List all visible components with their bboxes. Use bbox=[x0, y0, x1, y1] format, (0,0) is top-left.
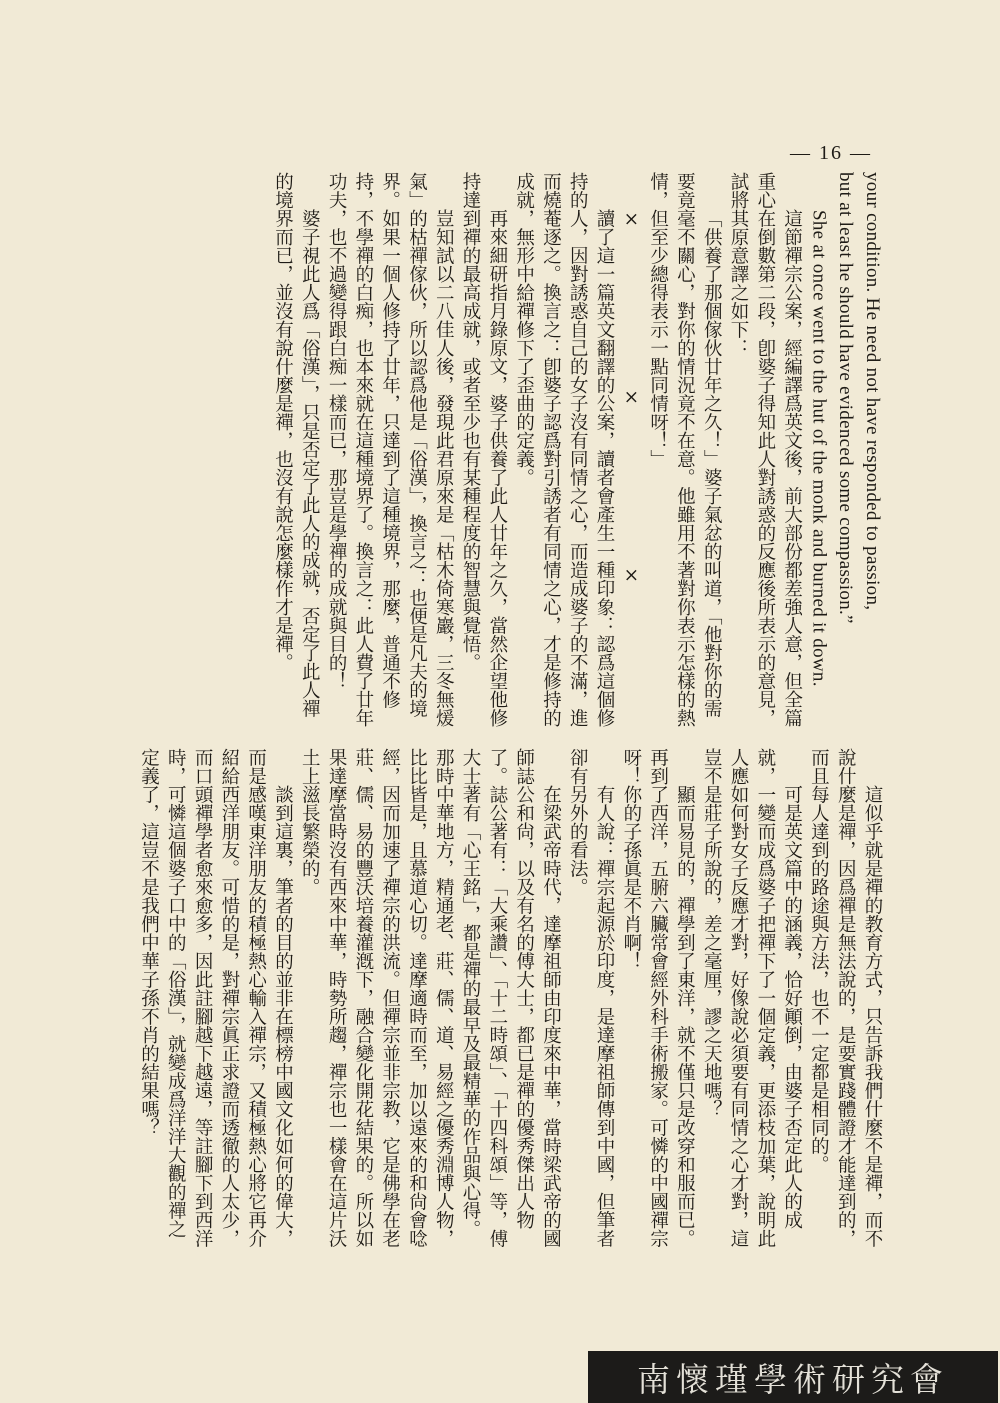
top-text-section bbox=[115, 172, 885, 727]
paragraph: 豈知試以二八佳人後，發現此君原來是「枯木倚寒巖，三冬無煖氣」的枯禪傢伙，所以認爲他是「俗漢」，換言之：也便是凡夫的境界。如果一個人修持了廿年，只達到了這種境界，那麼，普通不修持，不學禪的白痴，也本來就在這種境界了。換言之：此人費了廿年功夫，也不過變得跟白痴一樣而已，那豈是學禪的成就與目的！ bbox=[326, 172, 455, 727]
paragraph: 再來細研指月錄原文，婆子供養了此人廿年之久，當然企望他修持達到禪的最高成就，或者至少也有某種程度的智慧與覺悟。 bbox=[460, 172, 508, 727]
paragraph: 有人說：禪宗起源於印度，是達摩祖師傳到中國，但筆者卻有另外的看法。 bbox=[567, 748, 616, 1248]
bottom-text-section bbox=[115, 748, 885, 1248]
paragraph: × × × bbox=[620, 209, 642, 626]
paragraph: 在梁武帝時代，達摩祖師由印度來中華，當時梁武帝的國師誌公和尙，以及有名的傅大士，都已是禪的優秀傑出人物了。誌公著有：「大乘讚」、「十二時頌」、「十四科頌」等，傅大士著有「心王銘」，都是禪的最早及最精華的作品與心得。那時中華地方，精通老、莊、儒、道、易經之優秀淵博人物，比比皆是，且慕道心切。達摩適時而至，加以遠來的和尙會唸經，因而加速了禪宗的洪流。但禪宗並非宗教，它是佛學在老莊、儒、易的豐沃培養灌漑下，融合變化開花結果的。所以如果達摩當時沒有西來中華，時勢所趨，禪宗也一樣會在這片沃土上滋長繁榮的。 bbox=[299, 748, 562, 1248]
paragraph: 婆子視此人爲「俗漢」，只是否定了此人的成就，否定了此人禪的境界而已，並沒有說什麼是禪，也沒有說怎麼樣作才是禪。 bbox=[272, 172, 321, 718]
paragraph: your condition. He need not have responded to passion, bbox=[862, 172, 883, 611]
paragraph: 可是英文篇中的涵義，恰好顚倒，由婆子否定此人的成就，一變而成爲婆子把禪下了一個定義，更添枝加葉，說明此人應如何對女子反應才對，好像說必須要有同情之心才對，這豈不是莊子所說的，差之毫厘，謬之天地嗎？ bbox=[701, 748, 803, 1248]
paragraph: 讀了這一篇英文翻譯的公案，讀者會產生一種印象：認爲這個修持的人，因對誘惑自己的女子沒有同情之心，而造成婆子的不滿，進而燒菴逐之。換言之：卽婆子認爲對引誘者有同情之心，才是修持的成就，無形中給禪修下了歪曲的定義。 bbox=[513, 172, 616, 727]
watermark-stamp: 南懷瑾學術研究會 bbox=[588, 1351, 998, 1403]
paragraph: but at least he should have evidenced some compassion.” bbox=[835, 172, 857, 624]
paragraph: She at once went to the hut of the monk and burned it down. bbox=[808, 210, 830, 687]
paragraph: 「供養了那個傢伙廿年之久！」婆子氣忿的叫道，「他對你的需要竟毫不關心，對你的情況竟不在意。他雖用不著對你表示怎樣的熱情，但至少總得表示一點同情呀！」 bbox=[647, 172, 723, 727]
paragraph: 這節禪宗公案，經編譯爲英文後，前大部份都差強人意，但全篇重心在倒數第二段，卽婆子得知此人對誘惑的反應後所表示的意見，試將其原意譯之如下： bbox=[728, 172, 803, 727]
paragraph: 這似乎就是禪的教育方式，只告訴我們什麼不是禪，而不說什麼是禪，因爲禪是無法說的，是要實踐體證才能達到的，而且每人達到的路途與方法，也不一定都是相同的。 bbox=[808, 748, 883, 1248]
paragraph: 談到這裏，筆者的目的並非在標榜中國文化如何的偉大，而是感嘆東洋朋友的積極熱心輸入禪宗，又積極熱心將它再介紹給西洋朋友。可惜的是，對禪宗眞正求證而透徹的人太少，而口頭禪學者愈來愈多，因此註腳越下越遠，等註腳下到西洋時，可憐這個婆子口中的「俗漢」，就變成爲洋洋大觀的禪之定義了，這豈不是我們中華子孫不肖的結果嗎？ bbox=[138, 748, 294, 1248]
paragraph: 顯而易見的，禪學到了東洋，就不僅只是改穿和服而已。再到了西洋，五腑六臟常會經外科手術搬家。可憐的中國禪宗呀！你的子孫眞是不肖啊！ bbox=[620, 748, 696, 1248]
page-number: — 16 — bbox=[790, 142, 872, 164]
